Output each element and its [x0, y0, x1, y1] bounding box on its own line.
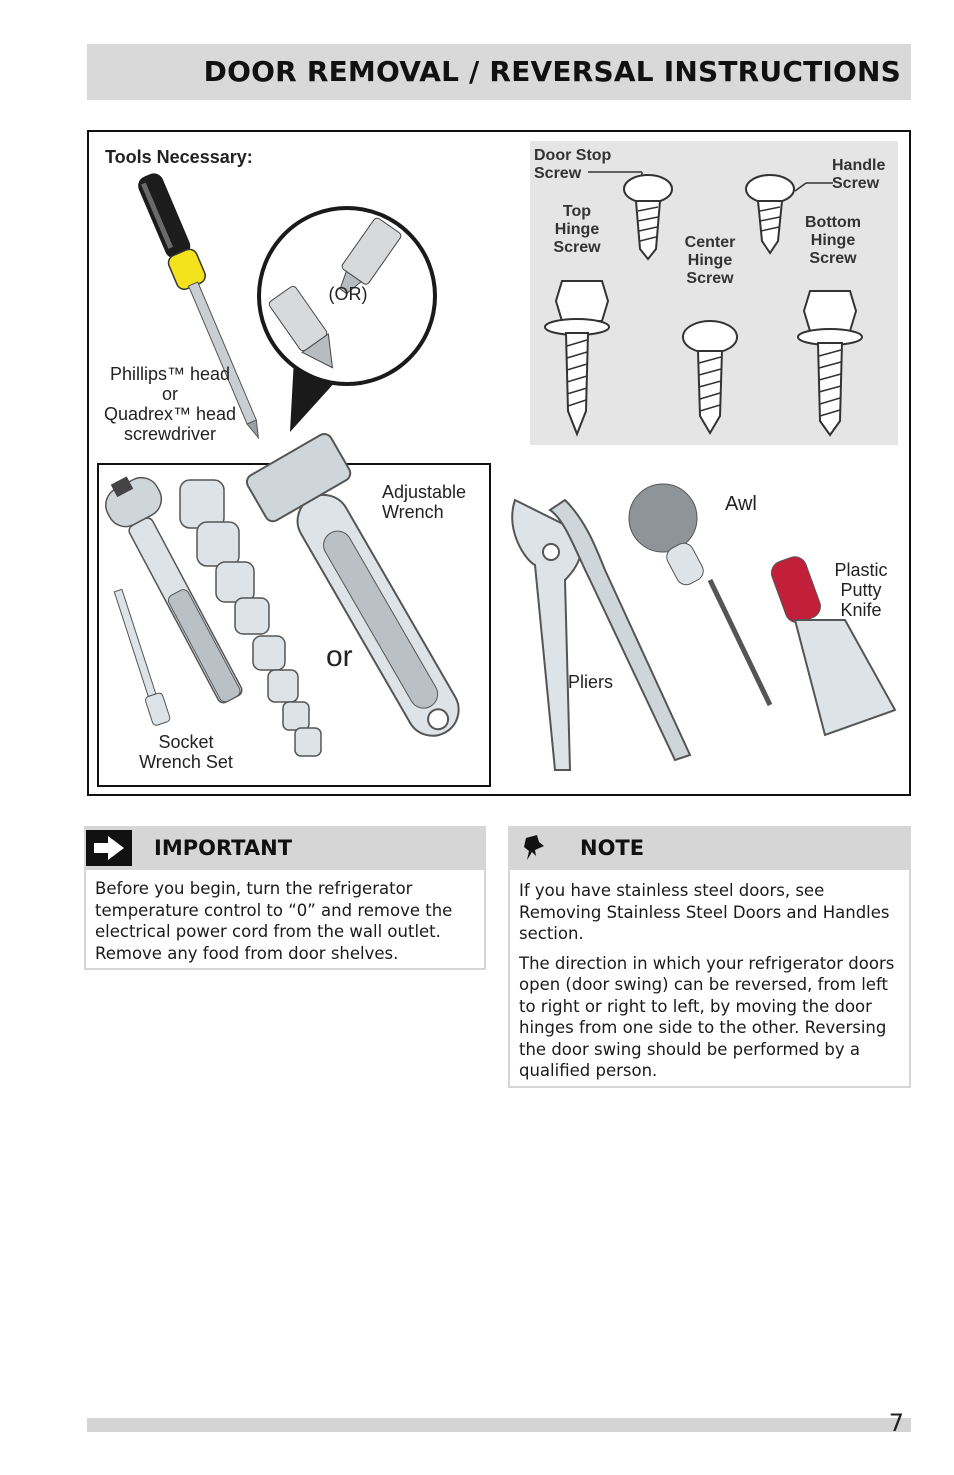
putty-knife-label: Plastic Putty Knife — [834, 560, 888, 620]
bottom-hinge-screw-label: Bottom Hinge Screw — [805, 214, 861, 267]
door-stop-screw-label: Door Stop Screw — [534, 147, 612, 182]
header-bar — [87, 44, 911, 100]
page-title: DOOR REMOVAL / REVERSAL INSTRUCTIONS — [203, 55, 901, 88]
screwdriver-label: Phillips™ head or Quadrex™ head screwdriver — [103, 364, 237, 444]
wrench-or-label: or — [326, 640, 353, 673]
pliers-label: Pliers — [568, 672, 614, 692]
tools-heading: Tools Necessary: — [105, 147, 253, 167]
note-title: NOTE — [580, 836, 645, 860]
important-title: IMPORTANT — [154, 836, 293, 860]
footer-bar — [87, 1418, 911, 1432]
top-hinge-screw-label: Top Hinge Screw — [553, 203, 601, 256]
bits-or-label: (OR) — [328, 284, 368, 304]
note-body — [508, 870, 911, 1088]
screwdriver-bits-bubble — [255, 200, 445, 440]
socket-wrench-set-label: Socket Wrench Set — [139, 732, 233, 772]
arrow-right-icon — [86, 830, 132, 866]
handle-screw-label: Handle Screw — [832, 157, 886, 192]
important-body: Before you begin, turn the refrigerator temperature control to “0” and remove the electrical power cord from the wall outlet. Remove any food from door shelves. — [84, 870, 486, 970]
note-paragraph: The direction in which your refrigerator doors open (door swing) can be reversed, from left to right or right to left, by moving the door hinges from one side to the other. Reversing the door swing should be performed by a qualified person. — [519, 953, 895, 1080]
pliers-awl-knife-illustration — [495, 470, 905, 785]
pushpin-icon — [520, 834, 550, 864]
center-hinge-screw-label: Center Hinge Screw — [684, 234, 736, 287]
note-paragraph: If you have stainless steel doors, see Removing Stainless Steel Doors and Handles section. — [519, 881, 890, 943]
awl-label: Awl — [725, 493, 757, 515]
page-number: 7 — [888, 1409, 904, 1437]
important-header — [84, 826, 486, 870]
adjustable-wrench-label: Adjustable Wrench — [382, 482, 467, 522]
note-header — [508, 826, 911, 870]
screws-illustration — [530, 141, 898, 445]
